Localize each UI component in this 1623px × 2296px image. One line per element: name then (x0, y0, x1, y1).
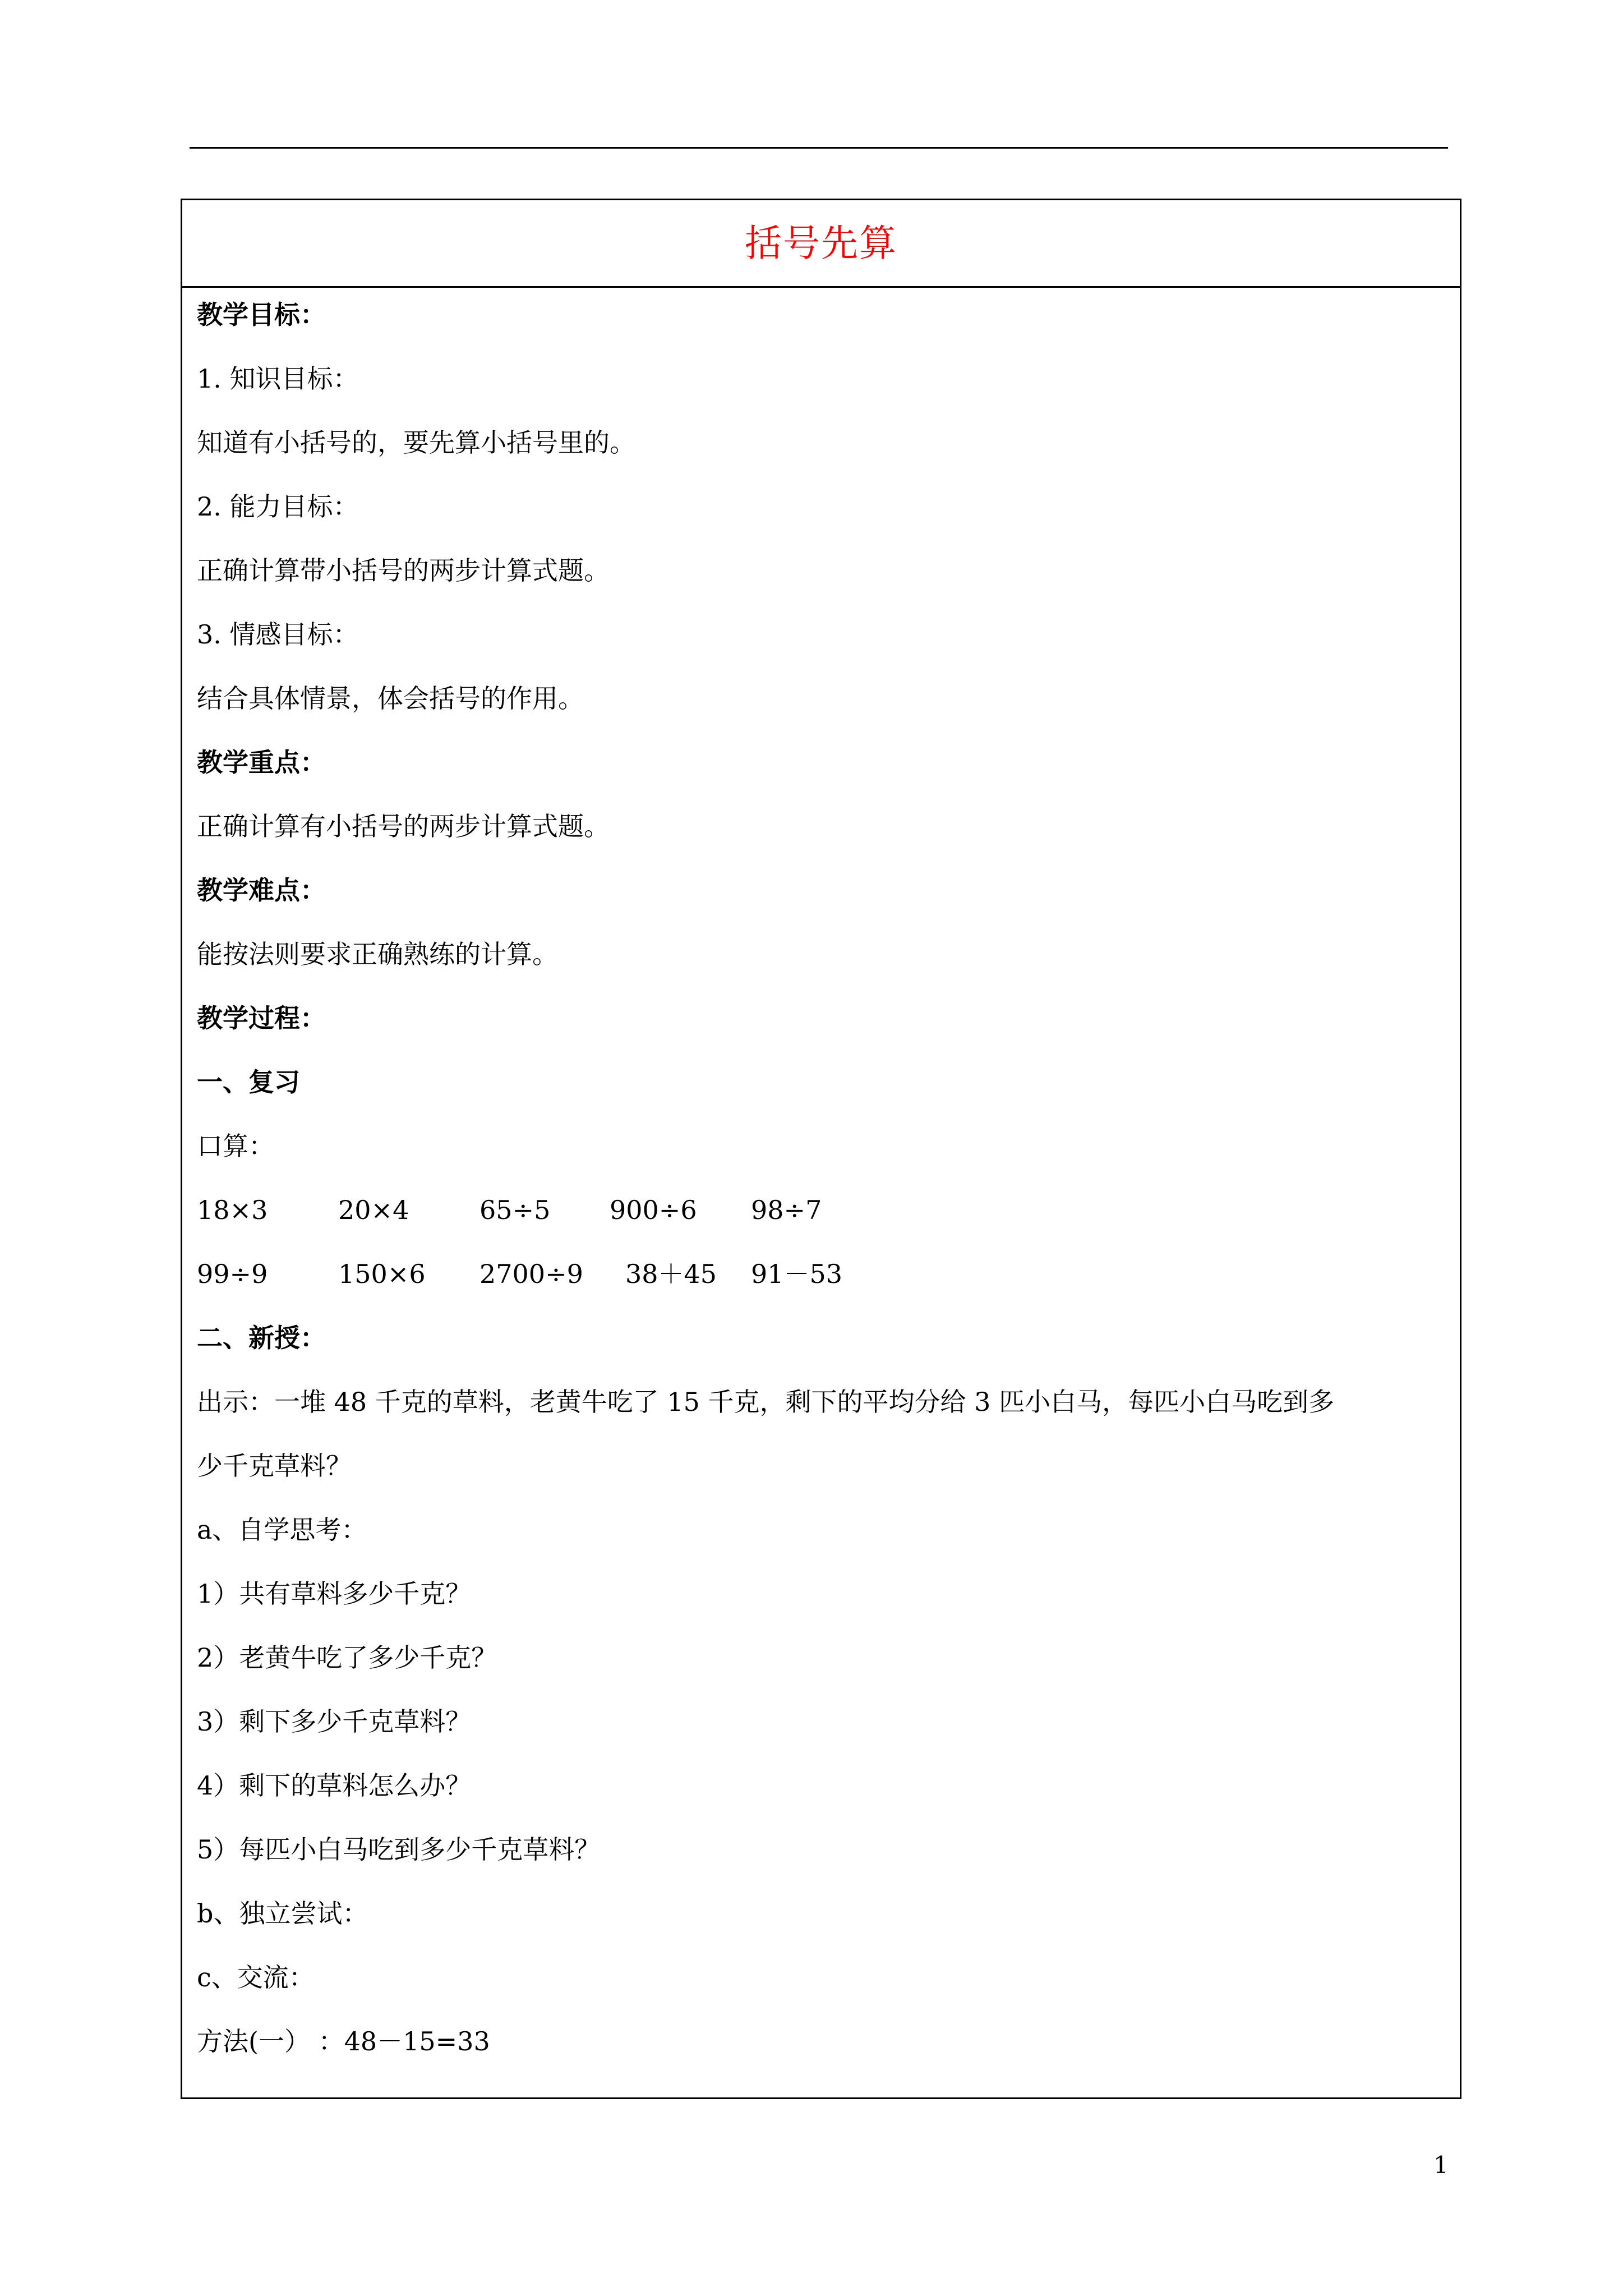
oral-calc-item: 900÷6 (610, 1195, 697, 1225)
oral-calc-label: 口算： (197, 1131, 274, 1161)
title-cell (182, 200, 1460, 288)
objective-3-text: 结合具体情景，体会括号的作用。 (197, 683, 584, 714)
self-study-label: a、自学思考： (197, 1515, 367, 1545)
exchange-label: c、交流： (197, 1962, 315, 1993)
page-number: 1 (1433, 2151, 1449, 2179)
objective-2-text: 正确计算带小括号的两步计算式题。 (197, 555, 610, 586)
review-heading: 一、复习 (197, 1067, 300, 1097)
process-heading: 教学过程： (197, 1003, 326, 1033)
document-title: 括号先算 (745, 222, 897, 265)
oral-calc-item: 99÷9 (197, 1259, 268, 1289)
oral-calc-item: 20×4 (338, 1195, 409, 1225)
oral-calc-item: 91－53 (751, 1259, 843, 1289)
objectives-heading: 教学目标： (197, 300, 326, 330)
objective-1-label: 1. 知识目标： (197, 364, 359, 394)
oral-calc-item: 2700÷9 (479, 1259, 583, 1289)
independent-try-label: b、独立尝试： (197, 1898, 368, 1929)
oral-calc-item: 65÷5 (479, 1195, 551, 1225)
lesson-plan-table (181, 199, 1461, 2099)
question-item: 2）老黄牛吃了多少千克？ (197, 1642, 497, 1673)
question-item: 1）共有草料多少千克？ (197, 1579, 472, 1609)
oral-calc-item: 18×3 (197, 1195, 268, 1225)
objective-1-text: 知道有小括号的，要先算小括号里的。 (197, 427, 635, 458)
key-point-heading: 教学重点： (197, 747, 326, 777)
objective-3-label: 3. 情感目标： (197, 619, 359, 650)
oral-calc-item: 150×6 (338, 1259, 426, 1289)
key-point-text: 正确计算有小括号的两步计算式题。 (197, 811, 610, 841)
method-1: 方法(一） ：48－15=33 (197, 2026, 490, 2056)
problem-line-1: 出示：一堆 48 千克的草料，老黄牛吃了 15 千克，剩下的平均分给 3 匹小白马，每匹小白马吃到多 (197, 1387, 1335, 1417)
difficulty-text: 能按法则要求正确熟练的计算。 (197, 939, 558, 969)
question-item: 4）剩下的草料怎么办？ (197, 1770, 472, 1801)
header-rule (190, 147, 1448, 149)
new-lesson-heading: 二、新授： (197, 1323, 326, 1353)
question-item: 5）每匹小白马吃到多少千克草料？ (197, 1834, 601, 1865)
problem-line-2: 少千克草料？ (197, 1451, 352, 1481)
question-item: 3）剩下多少千克草料？ (197, 1706, 472, 1737)
difficulty-heading: 教学难点： (197, 875, 326, 905)
objective-2-label: 2. 能力目标： (197, 491, 359, 522)
oral-calc-item: 38＋45 (625, 1259, 717, 1289)
oral-calc-item: 98÷7 (751, 1195, 822, 1225)
